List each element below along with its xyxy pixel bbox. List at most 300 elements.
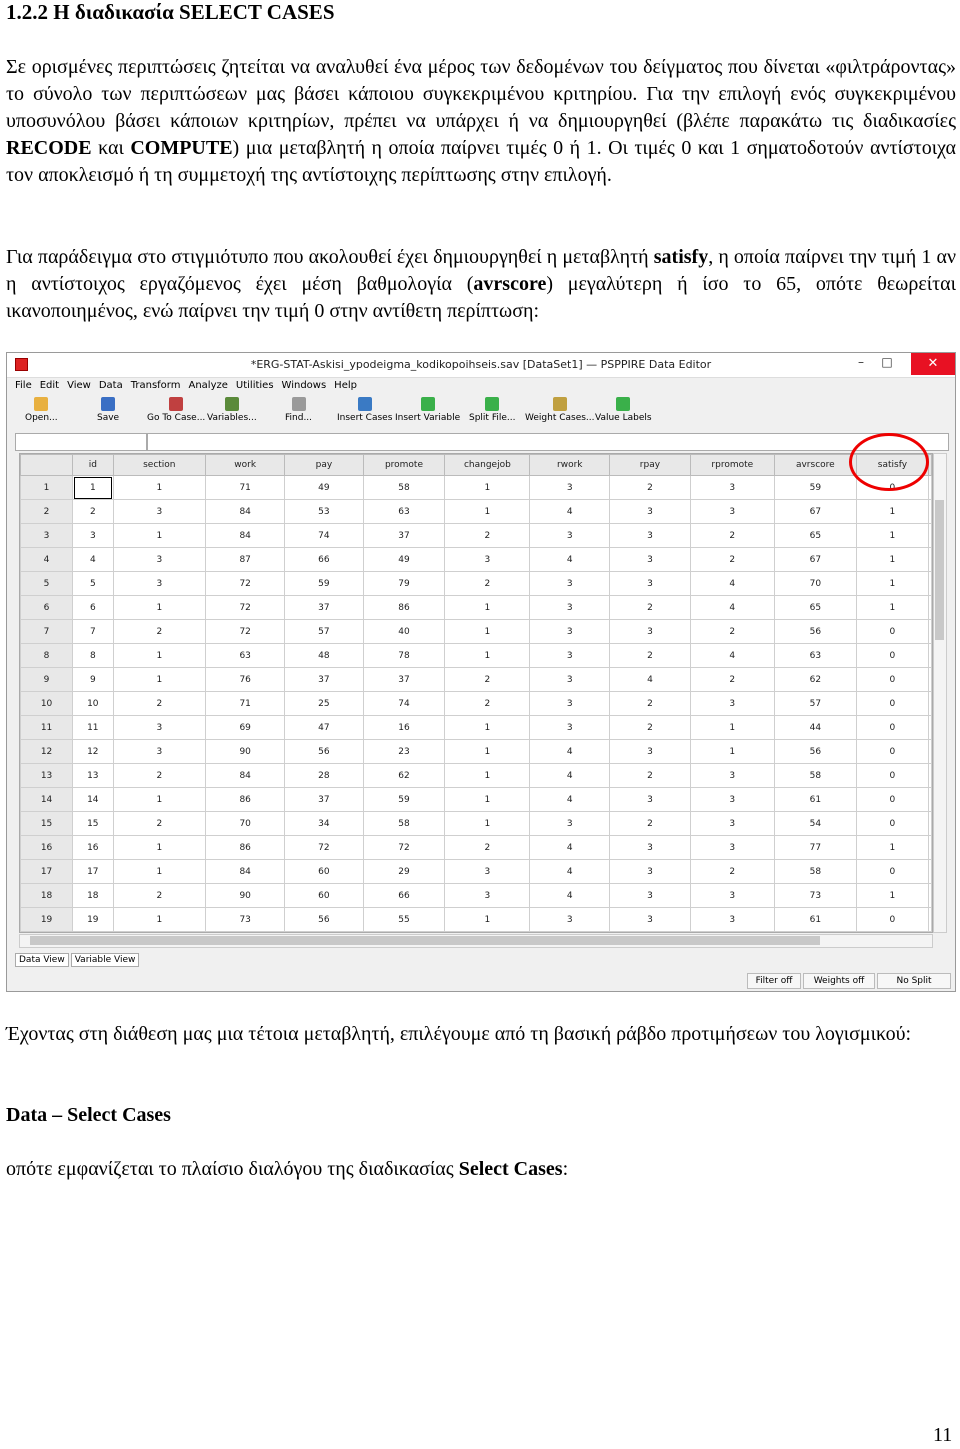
minimize-icon[interactable]: –	[858, 355, 864, 369]
cell-section[interactable]: 2	[113, 764, 206, 788]
cell-pay[interactable]: 60	[285, 884, 363, 908]
row-header[interactable]: 2	[21, 500, 73, 524]
cell-work[interactable]: 84	[206, 524, 285, 548]
cell-section[interactable]: 1	[113, 668, 206, 692]
cell-rwork[interactable]: 4	[530, 788, 610, 812]
column-header-section[interactable]: section	[113, 455, 206, 476]
cell-promote[interactable]: 29	[363, 860, 445, 884]
row-header[interactable]: 4	[21, 548, 73, 572]
save-label: Save	[97, 413, 120, 423]
cell-avrscore[interactable]: 67	[774, 548, 856, 572]
cell-changejob[interactable]: 1	[445, 644, 530, 668]
cell-rpromote[interactable]: 3	[690, 884, 774, 908]
cell-avrscore[interactable]: 63	[774, 644, 856, 668]
cell-rpay[interactable]: 2	[610, 476, 691, 500]
row-header[interactable]: 10	[21, 692, 73, 716]
cell-work[interactable]: 72	[206, 620, 285, 644]
cell-satisfy[interactable]: 0	[856, 764, 928, 788]
cell-pay[interactable]: 74	[285, 524, 363, 548]
variables-button[interactable]	[207, 397, 257, 423]
cell-rwork[interactable]: 3	[530, 596, 610, 620]
cell-pay[interactable]: 57	[285, 620, 363, 644]
cell-rpay[interactable]: 3	[610, 500, 691, 524]
cell-changejob[interactable]: 2	[445, 524, 530, 548]
row-header[interactable]: 9	[21, 668, 73, 692]
cell-promote[interactable]: 66	[363, 884, 445, 908]
cell-avrscore[interactable]: 65	[774, 524, 856, 548]
table-row	[21, 908, 932, 932]
empty-cell[interactable]	[929, 740, 932, 764]
cell-rpromote[interactable]: 3	[690, 476, 774, 500]
cell-section[interactable]: 1	[113, 836, 206, 860]
empty-cell[interactable]	[929, 476, 932, 500]
row-header[interactable]: 6	[21, 596, 73, 620]
cell-rwork[interactable]: 3	[530, 692, 610, 716]
cell-promote[interactable]: 37	[363, 524, 445, 548]
cell-satisfy[interactable]: 0	[856, 860, 928, 884]
cell-promote[interactable]: 78	[363, 644, 445, 668]
cell-reference-field[interactable]	[15, 433, 147, 451]
row-header[interactable]: 16	[21, 836, 73, 860]
row-header[interactable]: 8	[21, 644, 73, 668]
cell-section[interactable]: 3	[113, 548, 206, 572]
cell-pay[interactable]: 59	[285, 572, 363, 596]
cell-changejob[interactable]: 1	[445, 476, 530, 500]
empty-cell[interactable]	[929, 596, 932, 620]
cell-rpromote[interactable]: 3	[690, 788, 774, 812]
cell-promote[interactable]: 79	[363, 572, 445, 596]
cell-satisfy[interactable]: 1	[856, 596, 928, 620]
empty-cell[interactable]	[929, 572, 932, 596]
cell-rpay[interactable]: 2	[610, 812, 691, 836]
cell-pay[interactable]: 72	[285, 836, 363, 860]
maximize-icon[interactable]: □	[881, 355, 893, 369]
cell-section[interactable]: 1	[113, 476, 206, 500]
go-to-case-button[interactable]	[147, 397, 205, 423]
cell-changejob[interactable]: 1	[445, 740, 530, 764]
cell-rwork[interactable]: 3	[530, 908, 610, 932]
row-header[interactable]: 17	[21, 860, 73, 884]
cell-id[interactable]: 2	[73, 500, 113, 524]
cell-satisfy[interactable]: 0	[856, 620, 928, 644]
menu-analyze[interactable]: Analyze	[188, 380, 228, 391]
column-header-rpay[interactable]: rpay	[610, 455, 691, 476]
cell-changejob[interactable]: 1	[445, 908, 530, 932]
cell-avrscore[interactable]: 62	[774, 668, 856, 692]
cell-pay[interactable]: 53	[285, 500, 363, 524]
row-header[interactable]: 5	[21, 572, 73, 596]
cell-promote[interactable]: 49	[363, 548, 445, 572]
cell-work[interactable]: 71	[206, 476, 285, 500]
cell-pay[interactable]: 47	[285, 716, 363, 740]
cell-satisfy[interactable]: 0	[856, 644, 928, 668]
column-header-promote[interactable]: promote	[363, 455, 445, 476]
cell-id[interactable]: 1	[73, 476, 113, 500]
cell-work[interactable]: 69	[206, 716, 285, 740]
empty-cell[interactable]	[929, 692, 932, 716]
empty-cell[interactable]	[929, 908, 932, 932]
cell-id[interactable]: 6	[73, 596, 113, 620]
row-header[interactable]: 18	[21, 884, 73, 908]
menu-help[interactable]: Help	[334, 380, 357, 391]
cell-satisfy[interactable]: 1	[856, 836, 928, 860]
cell-section[interactable]: 1	[113, 596, 206, 620]
cell-changejob[interactable]: 1	[445, 812, 530, 836]
cell-id[interactable]: 9	[73, 668, 113, 692]
cell-id[interactable]: 19	[73, 908, 113, 932]
cell-work[interactable]: 84	[206, 764, 285, 788]
row-header[interactable]: 11	[21, 716, 73, 740]
save-button[interactable]	[97, 397, 119, 423]
cell-changejob[interactable]: 1	[445, 716, 530, 740]
cell-pay[interactable]: 60	[285, 860, 363, 884]
cell-work[interactable]: 73	[206, 908, 285, 932]
cell-promote[interactable]: 40	[363, 620, 445, 644]
cell-section[interactable]: 1	[113, 788, 206, 812]
horizontal-scrollbar[interactable]	[19, 934, 933, 948]
cell-rpromote[interactable]: 2	[690, 668, 774, 692]
row-header[interactable]: 13	[21, 764, 73, 788]
cell-rpay[interactable]: 2	[610, 596, 691, 620]
cell-changejob[interactable]: 1	[445, 596, 530, 620]
cell-satisfy[interactable]: 0	[856, 692, 928, 716]
cell-avrscore[interactable]: 70	[774, 572, 856, 596]
cell-id[interactable]: 10	[73, 692, 113, 716]
cell-work[interactable]: 72	[206, 596, 285, 620]
cell-changejob[interactable]: 3	[445, 548, 530, 572]
cell-rwork[interactable]: 3	[530, 716, 610, 740]
column-header-rpromote[interactable]: rpromote	[690, 455, 774, 476]
cell-rpay[interactable]: 2	[610, 644, 691, 668]
cell-changejob[interactable]: 2	[445, 668, 530, 692]
row-header[interactable]: 12	[21, 740, 73, 764]
cell-rpay[interactable]: 3	[610, 548, 691, 572]
cell-promote[interactable]: 16	[363, 716, 445, 740]
cell-satisfy[interactable]: 1	[856, 524, 928, 548]
cell-promote[interactable]: 86	[363, 596, 445, 620]
cell-avrscore[interactable]: 73	[774, 884, 856, 908]
cell-work[interactable]: 87	[206, 548, 285, 572]
horizontal-scroll-thumb[interactable]	[30, 936, 820, 945]
cell-work[interactable]: 86	[206, 836, 285, 860]
cell-rpay[interactable]: 4	[610, 668, 691, 692]
cell-work[interactable]: 90	[206, 740, 285, 764]
toolbar	[7, 395, 955, 431]
empty-column-header[interactable]	[929, 455, 932, 476]
cell-id[interactable]: 16	[73, 836, 113, 860]
empty-cell[interactable]	[929, 620, 932, 644]
cell-rpay[interactable]: 2	[610, 764, 691, 788]
cell-id[interactable]: 7	[73, 620, 113, 644]
cell-avrscore[interactable]: 58	[774, 764, 856, 788]
empty-cell[interactable]	[929, 812, 932, 836]
cell-section[interactable]: 2	[113, 884, 206, 908]
cell-section[interactable]: 2	[113, 692, 206, 716]
table-row	[21, 524, 932, 548]
cell-rpromote[interactable]: 3	[690, 692, 774, 716]
cell-work[interactable]: 71	[206, 692, 285, 716]
cell-work[interactable]: 86	[206, 788, 285, 812]
cell-rwork[interactable]: 3	[530, 476, 610, 500]
cell-promote[interactable]: 58	[363, 812, 445, 836]
cell-id[interactable]: 4	[73, 548, 113, 572]
cell-section[interactable]: 1	[113, 908, 206, 932]
cell-section[interactable]: 3	[113, 572, 206, 596]
cell-changejob[interactable]: 2	[445, 692, 530, 716]
tab-data-view[interactable]: Data View	[15, 953, 69, 967]
cell-rwork[interactable]: 4	[530, 836, 610, 860]
cell-avrscore[interactable]: 61	[774, 788, 856, 812]
cell-avrscore[interactable]: 57	[774, 692, 856, 716]
cell-rpay[interactable]: 2	[610, 692, 691, 716]
cell-id[interactable]: 5	[73, 572, 113, 596]
cell-avrscore[interactable]: 54	[774, 812, 856, 836]
cell-section[interactable]: 1	[113, 524, 206, 548]
cell-rpromote[interactable]: 2	[690, 548, 774, 572]
cell-pay[interactable]: 37	[285, 668, 363, 692]
cell-rwork[interactable]: 3	[530, 572, 610, 596]
cell-id[interactable]: 8	[73, 644, 113, 668]
cell-pay[interactable]: 48	[285, 644, 363, 668]
empty-cell[interactable]	[929, 644, 932, 668]
cell-id[interactable]: 11	[73, 716, 113, 740]
cell-rpay[interactable]: 3	[610, 788, 691, 812]
cell-avrscore[interactable]: 67	[774, 500, 856, 524]
menu-view[interactable]: View	[67, 380, 91, 391]
menu-transform[interactable]: Transform	[130, 380, 181, 391]
cell-pay[interactable]: 66	[285, 548, 363, 572]
row-header[interactable]: 19	[21, 908, 73, 932]
empty-cell[interactable]	[929, 668, 932, 692]
cell-work[interactable]: 84	[206, 860, 285, 884]
cell-promote[interactable]: 37	[363, 668, 445, 692]
cell-value-field[interactable]	[147, 433, 949, 451]
cell-avrscore[interactable]: 56	[774, 740, 856, 764]
cell-rpay[interactable]: 3	[610, 524, 691, 548]
cell-work[interactable]: 84	[206, 500, 285, 524]
vertical-scrollbar[interactable]	[933, 453, 947, 933]
cell-satisfy[interactable]: 0	[856, 476, 928, 500]
cell-section[interactable]: 2	[113, 620, 206, 644]
cell-rpromote[interactable]: 4	[690, 572, 774, 596]
empty-cell[interactable]	[929, 524, 932, 548]
cell-rpay[interactable]: 3	[610, 572, 691, 596]
empty-cell[interactable]	[929, 884, 932, 908]
insert-variable-button[interactable]	[395, 397, 460, 423]
cell-satisfy[interactable]: 1	[856, 884, 928, 908]
menu-file[interactable]: File	[15, 380, 32, 391]
cell-rpay[interactable]: 2	[610, 716, 691, 740]
cell-pay[interactable]: 28	[285, 764, 363, 788]
split-file-button[interactable]	[469, 397, 515, 423]
cell-rpromote[interactable]: 1	[690, 716, 774, 740]
insert-cases-button[interactable]	[337, 397, 392, 423]
cell-promote[interactable]: 59	[363, 788, 445, 812]
cell-section[interactable]: 2	[113, 812, 206, 836]
cell-section[interactable]: 3	[113, 500, 206, 524]
cell-id[interactable]: 18	[73, 884, 113, 908]
cell-promote[interactable]: 62	[363, 764, 445, 788]
cell-rpromote[interactable]: 1	[690, 740, 774, 764]
cell-work[interactable]: 76	[206, 668, 285, 692]
split-file-icon	[485, 397, 499, 411]
cell-id[interactable]: 17	[73, 860, 113, 884]
cell-rwork[interactable]: 3	[530, 620, 610, 644]
cell-avrscore[interactable]: 56	[774, 620, 856, 644]
cell-id[interactable]: 12	[73, 740, 113, 764]
cell-promote[interactable]: 23	[363, 740, 445, 764]
cell-pay[interactable]: 56	[285, 908, 363, 932]
cell-id[interactable]: 3	[73, 524, 113, 548]
column-header-id[interactable]: id	[73, 455, 113, 476]
table-row	[21, 860, 932, 884]
close-icon[interactable]: ✕	[911, 353, 955, 375]
menu-utilities[interactable]: Utilities	[235, 380, 274, 391]
value-labels-button[interactable]	[595, 397, 652, 423]
insert-variable-icon	[421, 397, 435, 411]
cell-promote[interactable]: 72	[363, 836, 445, 860]
cell-rpromote[interactable]: 2	[690, 620, 774, 644]
cell-changejob[interactable]: 1	[445, 764, 530, 788]
row-header[interactable]: 7	[21, 620, 73, 644]
empty-cell[interactable]	[929, 764, 932, 788]
weight-cases-button[interactable]	[525, 397, 595, 423]
cell-pay[interactable]: 25	[285, 692, 363, 716]
column-header-satisfy[interactable]: satisfy	[856, 455, 928, 476]
menu-data[interactable]: Data	[98, 380, 123, 391]
cell-rwork[interactable]: 4	[530, 860, 610, 884]
open-button[interactable]	[25, 397, 58, 423]
cell-promote[interactable]: 55	[363, 908, 445, 932]
cell-changejob[interactable]: 1	[445, 788, 530, 812]
cell-rpay[interactable]: 3	[610, 836, 691, 860]
cell-pay[interactable]: 34	[285, 812, 363, 836]
column-header-avrscore[interactable]: avrscore	[774, 455, 856, 476]
go-to-case-label: Go To Case...	[147, 413, 206, 423]
empty-cell[interactable]	[929, 548, 932, 572]
cell-rpay[interactable]: 3	[610, 740, 691, 764]
row-header[interactable]: 14	[21, 788, 73, 812]
cell-satisfy[interactable]: 0	[856, 788, 928, 812]
cell-rpromote[interactable]: 3	[690, 908, 774, 932]
cell-satisfy[interactable]: 1	[856, 572, 928, 596]
cell-satisfy[interactable]: 0	[856, 716, 928, 740]
column-header-pay[interactable]: pay	[285, 455, 363, 476]
empty-cell[interactable]	[929, 860, 932, 884]
find-button[interactable]	[285, 397, 312, 423]
cell-avrscore[interactable]: 44	[774, 716, 856, 740]
cell-promote[interactable]: 58	[363, 476, 445, 500]
instruction-paragraph: Έχοντας στη διάθεση μας μια τέτοια μεταβλητή, επιλέγουμε από τη βασική ράβδο προτιμήσεων του λογισμικού:	[6, 1023, 912, 1045]
cell-work[interactable]: 90	[206, 884, 285, 908]
cell-promote[interactable]: 74	[363, 692, 445, 716]
cell-satisfy[interactable]: 0	[856, 668, 928, 692]
cell-rpromote[interactable]: 2	[690, 524, 774, 548]
cell-section[interactable]: 3	[113, 740, 206, 764]
cell-promote[interactable]: 63	[363, 500, 445, 524]
cell-pay[interactable]: 56	[285, 740, 363, 764]
cell-section[interactable]: 1	[113, 860, 206, 884]
tab-variable-view[interactable]: Variable View	[71, 953, 140, 967]
cell-avrscore[interactable]: 77	[774, 836, 856, 860]
cell-satisfy[interactable]: 1	[856, 548, 928, 572]
cell-rpay[interactable]: 3	[610, 860, 691, 884]
table-row	[21, 764, 932, 788]
empty-cell[interactable]	[929, 716, 932, 740]
menu-windows[interactable]: Windows	[281, 380, 327, 391]
row-header[interactable]: 15	[21, 812, 73, 836]
row-header[interactable]: 1	[21, 476, 73, 500]
empty-cell[interactable]	[929, 788, 932, 812]
cell-rwork[interactable]: 4	[530, 548, 610, 572]
cell-changejob[interactable]: 1	[445, 620, 530, 644]
column-header-work[interactable]: work	[206, 455, 285, 476]
empty-cell[interactable]	[929, 836, 932, 860]
cell-rpromote[interactable]: 3	[690, 500, 774, 524]
column-header-rwork[interactable]: rwork	[530, 455, 610, 476]
cell-id[interactable]: 13	[73, 764, 113, 788]
cell-rwork[interactable]: 3	[530, 524, 610, 548]
cell-work[interactable]: 63	[206, 644, 285, 668]
cell-changejob[interactable]: 2	[445, 572, 530, 596]
row-header[interactable]: 3	[21, 524, 73, 548]
column-header-changejob[interactable]: changejob	[445, 455, 530, 476]
cell-work[interactable]: 70	[206, 812, 285, 836]
cell-rwork[interactable]: 3	[530, 812, 610, 836]
cell-pay[interactable]: 37	[285, 596, 363, 620]
cell-rpromote[interactable]: 3	[690, 812, 774, 836]
cell-satisfy[interactable]: 0	[856, 908, 928, 932]
cell-rwork[interactable]: 4	[530, 740, 610, 764]
cell-rpay[interactable]: 3	[610, 884, 691, 908]
cell-rwork[interactable]: 4	[530, 500, 610, 524]
cell-changejob[interactable]: 3	[445, 884, 530, 908]
cell-avrscore[interactable]: 58	[774, 860, 856, 884]
cell-satisfy[interactable]: 1	[856, 500, 928, 524]
empty-cell[interactable]	[929, 500, 932, 524]
cell-pay[interactable]: 49	[285, 476, 363, 500]
cell-pay[interactable]: 37	[285, 788, 363, 812]
cell-id[interactable]: 14	[73, 788, 113, 812]
cell-satisfy[interactable]: 0	[856, 812, 928, 836]
cell-avrscore[interactable]: 59	[774, 476, 856, 500]
cell-rwork[interactable]: 4	[530, 884, 610, 908]
cell-rwork[interactable]: 3	[530, 668, 610, 692]
cell-work[interactable]: 72	[206, 572, 285, 596]
cell-section[interactable]: 1	[113, 644, 206, 668]
cell-avrscore[interactable]: 61	[774, 908, 856, 932]
cell-rpay[interactable]: 3	[610, 908, 691, 932]
cell-id[interactable]: 15	[73, 812, 113, 836]
cell-rpay[interactable]: 3	[610, 620, 691, 644]
cell-rwork[interactable]: 4	[530, 764, 610, 788]
cell-rwork[interactable]: 3	[530, 644, 610, 668]
cell-rpromote[interactable]: 2	[690, 860, 774, 884]
cell-changejob[interactable]: 3	[445, 860, 530, 884]
menu-edit[interactable]: Edit	[39, 380, 60, 391]
cell-satisfy[interactable]: 0	[856, 740, 928, 764]
cell-avrscore[interactable]: 65	[774, 596, 856, 620]
split-file-label: Split File...	[469, 413, 516, 423]
cell-changejob[interactable]: 2	[445, 836, 530, 860]
cell-changejob[interactable]: 1	[445, 500, 530, 524]
cell-rpromote[interactable]: 3	[690, 764, 774, 788]
vertical-scroll-thumb[interactable]	[935, 500, 944, 640]
cell-section[interactable]: 3	[113, 716, 206, 740]
cell-rpromote[interactable]: 4	[690, 596, 774, 620]
cell-rpromote[interactable]: 4	[690, 644, 774, 668]
cell-rpromote[interactable]: 3	[690, 836, 774, 860]
